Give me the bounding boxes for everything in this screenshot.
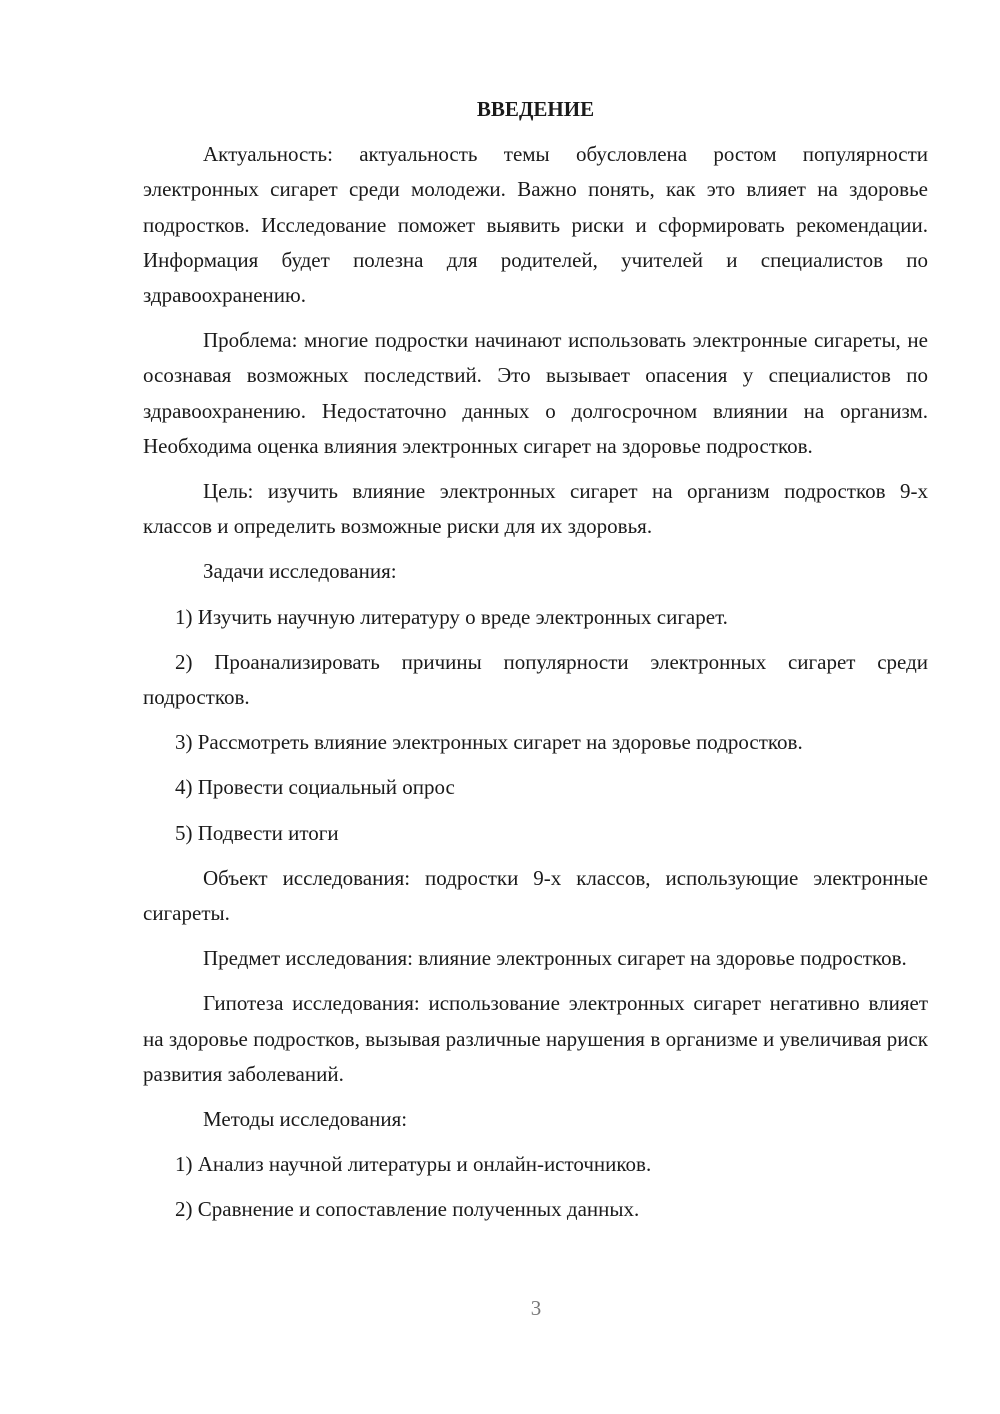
task-item-2: 2) Проанализировать причины популярности электронных сигарет среди подростков. (143, 649, 928, 710)
goal-paragraph: Цель: изучить влияние электронных сигарет на организм подростков 9-х классов и определить возможные риски для их здоровья. (143, 479, 928, 539)
method-item-2: 2) Сравнение и сопоставление полученных данных. (175, 1197, 640, 1222)
relevance-paragraph: Актуальность: актуальность темы обусловлена ростом популярности электронных сигарет среди молодежи. Важно понять, как это влияет на здоровье подростков. Исследование поможет выявить риски и сформировать рекомендации. Информация будет полезна для родителей, учителей и специалистов по здравоохранению. (143, 142, 928, 308)
subject-paragraph: Предмет исследования: влияние электронных сигарет на здоровье подростков. (203, 946, 907, 971)
page-title: ВВЕДЕНИЕ (476, 97, 595, 121)
task-item-5: 5) Подвести итоги (175, 820, 339, 845)
object-paragraph: Объект исследования: подростки 9-х классов, использующие электронные сигареты. (143, 865, 928, 926)
page-number: 3 (530, 1296, 542, 1320)
hypothesis-paragraph: Гипотеза исследования: использование электронных сигарет негативно влияет на здоровье подростков, вызывая различные нарушения в организме и увеличивая риск развития заболеваний. (143, 991, 928, 1086)
document-body (143, 92, 928, 1238)
task-item-3: 3) Рассмотреть влияние электронных сигарет на здоровье подростков. (175, 730, 803, 755)
tasks-heading: Задачи исследования: (203, 559, 397, 584)
problem-paragraph: Проблема: многие подростки начинают использовать электронные сигареты, не осознавая возможных последствий. Это вызывает опасения у специалистов по здравоохранению. Недостаточно данных о долгосрочном влиянии на организм. Необходима оценка влияния электронных сигарет на здоровье подростков. (143, 328, 928, 458)
method-item-1: 1) Анализ научной литературы и онлайн-источников. (175, 1152, 652, 1177)
task-item-4: 4) Провести социальный опрос (175, 775, 455, 800)
methods-heading: Методы исследования: (203, 1107, 408, 1132)
task-item-1: 1) Изучить научную литературу о вреде электронных сигарет. (175, 604, 728, 629)
